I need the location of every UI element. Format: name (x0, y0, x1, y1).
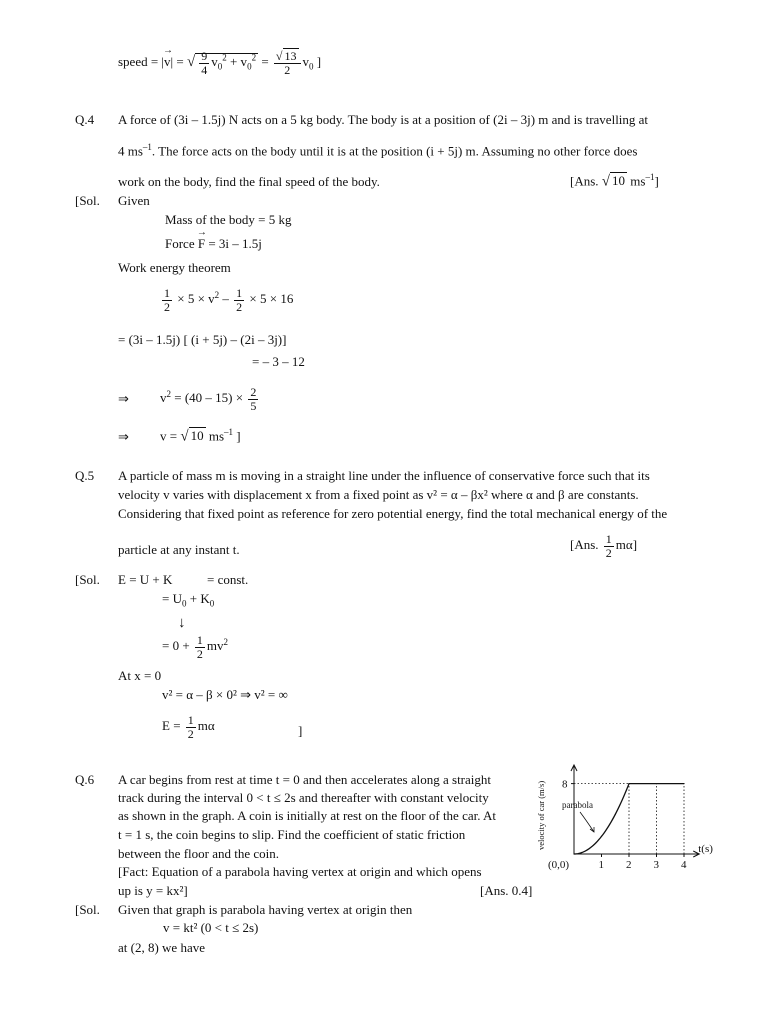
origin-label: (0,0) (548, 859, 570, 871)
q4-v-squared: $v^2 = (40 - 15)$ × $\frac{2}{5}$ (160, 385, 257, 413)
q5-e-final (162, 714, 215, 740)
q4-implies-1: ⇒ (118, 391, 129, 406)
text: ] (654, 173, 659, 189)
data-point (615, 814, 616, 815)
y-axis-label: velocity of car (m/s) (536, 780, 546, 850)
text: × 5 × 16 (249, 291, 294, 307)
data-point (573, 853, 574, 854)
v0-term: v (211, 54, 218, 70)
text: – (222, 291, 229, 307)
frac-den: 5 (250, 398, 257, 413)
text: Force (165, 236, 195, 251)
sqrt-sign: √ (180, 428, 189, 445)
frac-num: 2 (250, 385, 257, 399)
q6-line1: A car begins from rest at time t = 0 and then accelerates along a straight (118, 772, 492, 787)
q4-answer: [Ans. √ 10 $ms^{-1}$] (570, 172, 659, 190)
text: ms (630, 173, 646, 189)
frac-den: 2 (164, 299, 170, 314)
q6-sol-line2: v = kt² (0 < t ≤ 2s) (163, 920, 259, 935)
q6-line4: t = 1 s, the coin begins to slip. Find the coefficient of static friction (118, 827, 466, 842)
force-vector-symbol: F → (198, 237, 205, 250)
parabola-annotation: parabola (562, 800, 593, 810)
q4-number: Q.4 (75, 112, 95, 127)
frac-den: 2 (196, 646, 203, 661)
q4-line3: work on the body, find the final speed of the body. (118, 174, 380, 189)
q4-work-result: = – 3 – 12 (252, 354, 305, 369)
q4-implies-2: ⇒ (118, 429, 129, 444)
text: mv (206, 638, 224, 654)
frac-num: 1 (605, 532, 612, 546)
q4-mass: Mass of the body = 5 kg (165, 212, 292, 227)
x-tick-label: 3 (653, 859, 659, 871)
text: mα] (615, 537, 638, 553)
text: v (160, 390, 167, 406)
force-expression: (3i – 1.5j) (173, 112, 226, 127)
text: m. Assuming no other force does (465, 143, 638, 159)
text: = 0 + (162, 638, 190, 654)
frac-num: 1 (196, 633, 203, 647)
text: ms (208, 428, 224, 444)
q5-e1-const: = const. (207, 572, 249, 587)
sqrt-sign: √ (186, 54, 196, 71)
position-expression: (2i – 3j) (493, 112, 536, 127)
q6-line5: between the floor and the coin. (118, 846, 279, 861)
text: = 3i – 1.5j (208, 236, 262, 251)
equals-sign-2: = (261, 54, 269, 70)
q5-line2: velocity v varies with displacement x from a fixed point as v² = α – βx² where α and β are constants. (118, 487, 639, 502)
sqrt-content: $\frac{9}{4}$ $v_0^2 + v_0^2$ (195, 53, 258, 69)
text: × 5 × v (177, 291, 215, 307)
q6-sol-line3: at (2, 8) we have (118, 940, 205, 955)
data-point (601, 836, 602, 837)
q6-sol-line1: Given that graph is parabola having vertex at origin then (118, 902, 413, 917)
frac-den-2: 2 (284, 62, 291, 77)
q6-sol-label: [Sol. (75, 902, 100, 917)
q4-line2: 4 $ms^{-1}$. The force acts on the body until it is at the position (i + 5j) m. Assuming no other force does (118, 142, 638, 159)
q6-line6: [Fact: Equation of a parabola having vertex at origin and which opens (118, 864, 482, 879)
q5-v-at-x: v² = α – β × 0² ⇒ v² = ∞ (162, 687, 288, 702)
sqrt13: 13 (284, 49, 297, 63)
q4-force (165, 237, 262, 250)
data-point (656, 783, 657, 784)
q4-v-result: v = √ 10 $ms^{-1}$ ] (160, 427, 241, 445)
sqrt-sign: √ (601, 173, 611, 190)
q5-answer (570, 533, 637, 559)
velocity-time-graph (528, 762, 713, 874)
text: m and is travelling at (538, 112, 649, 127)
q4-work-energy-theorem: Work energy theorem (118, 260, 231, 275)
sqrt-content: 10 (612, 173, 626, 189)
frac-den: 2 (605, 545, 612, 560)
q5-line1: A particle of mass m is moving in a straight line under the influence of conservative force such that its (118, 468, 650, 483)
frac-num: 1 (187, 713, 194, 727)
q5-e2: = $U_0 + K_0$ (162, 591, 215, 609)
q5-down-arrow: ↓ (178, 615, 186, 631)
q4-given: Given (118, 193, 150, 208)
data-point (628, 783, 629, 784)
q6-line3: as shown in the graph. A coin is initially at rest on the floor of the car. At (118, 808, 497, 823)
text: 4 ms (118, 143, 143, 159)
frac-num: 1 (236, 286, 243, 300)
data-point (683, 783, 684, 784)
text: v = (160, 428, 178, 444)
frac-num: 1 (164, 286, 170, 300)
q5-line3: Considering that fixed point as reference for zero potential energy, find the total mechanical energy of the (118, 506, 668, 521)
q5-number: Q.5 (75, 468, 95, 483)
frac-num: 9 (201, 49, 208, 63)
text: [Ans. (570, 173, 599, 189)
frac-den: 2 (187, 726, 194, 741)
q5-line4: particle at any instant t. (118, 542, 240, 557)
text: A force of (118, 112, 171, 127)
position2-expression: (i + 5j) (426, 143, 463, 159)
q4-work-expression: = (3i – 1.5j) [ (i + 5j) – (2i – 3j)] (118, 332, 287, 347)
sqrt-content: 10 (190, 428, 204, 444)
q6-line7: up is y = kx²] (118, 883, 188, 898)
x-tick-label: 1 (598, 859, 604, 871)
y-tick-label: 8 (562, 778, 568, 791)
v0-term-2: + v (229, 54, 248, 70)
text: = U (162, 591, 182, 606)
v0-end: v (302, 54, 309, 70)
text: N acts on a 5 kg body. The body is at a position of (228, 112, 490, 127)
speed-result-line: speed = |v →| = √ $\frac{9}{4}$ $v_0^2 + v_0^2$ = $\frac{√ 13}{2}$ $v_0$ ] (118, 50, 321, 76)
x-tick-label: 4 (681, 859, 687, 871)
x-axis-label: t(s) (698, 843, 713, 855)
q5-e1: E = U + K (118, 572, 173, 587)
q6-number: Q.6 (75, 772, 95, 787)
frac-den: 4 (201, 62, 208, 77)
speed-label: speed = | (118, 54, 165, 70)
data-point (587, 849, 588, 850)
velocity-vector-symbol: v → (164, 55, 171, 68)
frac-den: 2 (236, 299, 243, 314)
annotation-arrow (580, 812, 594, 832)
text: + K (189, 591, 210, 606)
q5-close: ] (298, 723, 303, 738)
equals-sign: | = (170, 54, 184, 70)
sqrt-sign-2: √ (275, 49, 283, 63)
q4-line1 (118, 113, 648, 126)
q4-sol-label: [Sol. (75, 193, 100, 208)
text: . The force acts on the body until it is at the position (151, 143, 423, 159)
q5-e3: = 0 + $\frac{1}{2}$ $mv^2$ (162, 633, 229, 661)
x-tick-label: 2 (626, 859, 632, 871)
q5-at-x: At x = 0 (118, 668, 162, 683)
text: [Ans. (570, 537, 599, 553)
text: E = (162, 718, 181, 734)
text: mα (197, 718, 215, 734)
q6-line2: track during the interval 0 < t ≤ 2s and thereafter with constant velocity (118, 790, 489, 805)
text: ] (236, 428, 241, 444)
q5-sol-label: [Sol. (75, 572, 100, 587)
q4-energy-equation: $\frac{1}{2}$ × $5 \times v^2$ – $\frac{1}{2}$ × 5 × 16 (164, 286, 294, 314)
q6-answer: [Ans. 0.4] (480, 883, 533, 898)
text: = (40 – 15) × (174, 390, 244, 406)
close-bracket: ] (316, 54, 322, 70)
